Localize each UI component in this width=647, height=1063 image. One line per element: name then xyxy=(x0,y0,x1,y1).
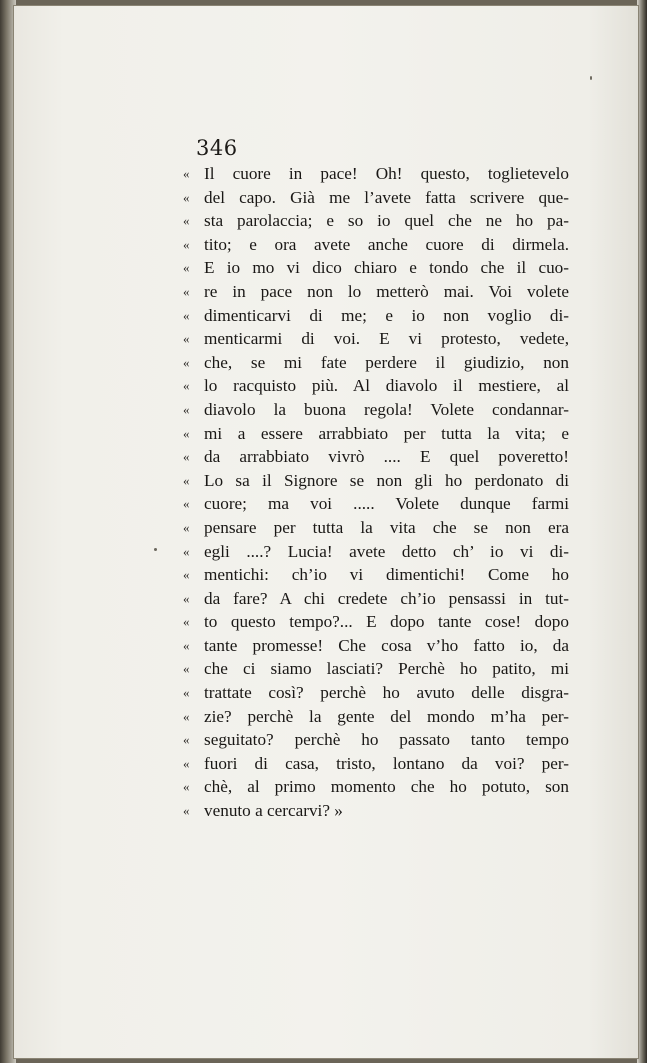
text-line xyxy=(183,728,571,752)
quote-mark: « xyxy=(183,637,190,653)
text-line xyxy=(183,516,571,540)
text-line xyxy=(183,540,571,564)
quote-mark: « xyxy=(183,449,190,465)
line-text: menticarmi di voi. E vi protesto, vedete, xyxy=(204,329,569,349)
text-line xyxy=(183,445,571,469)
line-text: venuto a cercarvi? » xyxy=(204,801,343,821)
line-text: mi a essere arrabbiato per tutta la vita; e xyxy=(204,423,569,443)
quote-mark: « xyxy=(183,331,190,347)
quote-mark: « xyxy=(183,401,190,417)
text-line xyxy=(183,162,571,186)
quote-mark: « xyxy=(183,732,190,748)
line-text: chè, al primo momento che ho potuto, son xyxy=(204,777,569,797)
line-text: da fare? A chi credete ch’io pensassi in tut- xyxy=(204,588,569,608)
line-text: tito; e ora avete anche cuore di dirmela. xyxy=(204,234,569,254)
line-text: egli ....? Lucia! avete detto ch’ io vi di- xyxy=(204,541,569,561)
line-text: dimenticarvi di me; e io non voglio di- xyxy=(204,305,569,325)
text-line xyxy=(183,634,571,658)
quote-mark: « xyxy=(183,166,190,181)
quote-mark: « xyxy=(183,189,190,205)
quote-mark: « xyxy=(183,708,190,724)
line-text: E io mo vi dico chiaro e tondo che il cuo- xyxy=(204,258,569,278)
quote-mark: « xyxy=(183,260,190,276)
line-text: to questo tempo?... E dopo tante cose! dopo xyxy=(204,612,569,632)
text-line xyxy=(183,209,571,233)
quote-mark: « xyxy=(183,661,190,677)
line-text: pensare per tutta la vita che se non era xyxy=(204,517,569,537)
page-number: 346 xyxy=(196,136,238,160)
paper-speck xyxy=(590,76,592,80)
line-text: mentichi: ch’io vi dimentichi! Come ho xyxy=(204,565,569,585)
text-line xyxy=(183,422,571,446)
line-text: cuore; ma voi ..... Volete dunque farmi xyxy=(204,494,569,514)
text-line xyxy=(183,705,571,729)
line-text: Il cuore in pace! Oh! questo, toglietevelo xyxy=(204,164,569,183)
page-fore-edge xyxy=(637,0,647,1063)
quote-mark: « xyxy=(183,590,190,606)
text-line xyxy=(183,280,571,304)
line-text: fuori di casa, tristo, lontano da voi? per- xyxy=(204,753,569,773)
text-line xyxy=(183,492,571,516)
quote-mark: « xyxy=(183,803,190,819)
line-text: che, se mi fate perdere il giudizio, non xyxy=(204,352,569,372)
text-line xyxy=(183,799,571,823)
text-line xyxy=(183,681,571,705)
quote-mark: « xyxy=(183,519,190,535)
paper-speck xyxy=(154,548,157,551)
quote-mark: « xyxy=(183,496,190,512)
quote-mark: « xyxy=(183,614,190,630)
quote-mark: « xyxy=(183,567,190,583)
quote-mark: « xyxy=(183,425,190,441)
quote-mark: « xyxy=(183,755,190,771)
line-text: re in pace non lo metterò mai. Voi volete xyxy=(204,281,569,301)
quote-mark: « xyxy=(183,472,190,488)
text-line xyxy=(183,256,571,280)
quote-mark: « xyxy=(183,283,190,299)
line-text: che ci siamo lasciati? Perchè ho patito, mi xyxy=(204,659,569,679)
quote-mark: « xyxy=(183,236,190,252)
line-text: zie? perchè la gente del mondo m’ha per- xyxy=(204,706,569,726)
text-line xyxy=(183,186,571,210)
body-text xyxy=(183,162,571,823)
text-line xyxy=(183,610,571,634)
quote-mark: « xyxy=(183,378,190,394)
line-text: diavolo la buona regola! Volete condannar- xyxy=(204,399,569,419)
text-line xyxy=(183,657,571,681)
text-line xyxy=(183,327,571,351)
quote-mark: « xyxy=(183,543,190,559)
line-text: trattate così? perchè ho avuto delle disgra- xyxy=(204,683,569,703)
line-text: lo racquisto più. Al diavolo il mestiere, al xyxy=(204,376,569,396)
line-text: seguitato? perchè ho passato tanto tempo xyxy=(204,730,569,750)
text-line xyxy=(183,563,571,587)
text-line xyxy=(183,775,571,799)
quote-mark: « xyxy=(183,779,190,795)
text-line xyxy=(183,351,571,375)
text-line xyxy=(183,304,571,328)
quote-mark: « xyxy=(183,685,190,701)
text-line xyxy=(183,469,571,493)
text-line xyxy=(183,233,571,257)
quote-mark: « xyxy=(183,213,190,229)
line-text: Lo sa il Signore se non gli ho perdonato di xyxy=(204,470,569,490)
line-text: tante promesse! Che cosa v’ho fatto io, da xyxy=(204,635,569,655)
text-line xyxy=(183,398,571,422)
quote-mark: « xyxy=(183,307,190,323)
line-text: del capo. Già me l’avete fatta scrivere que- xyxy=(204,187,569,207)
text-line xyxy=(183,374,571,398)
line-text: sta parolaccia; e so io quel che ne ho pa- xyxy=(204,211,569,231)
quote-mark: « xyxy=(183,354,190,370)
text-line xyxy=(183,587,571,611)
text-line xyxy=(183,752,571,776)
line-text: da arrabbiato vivrò .... E quel poveretto! xyxy=(204,447,569,467)
